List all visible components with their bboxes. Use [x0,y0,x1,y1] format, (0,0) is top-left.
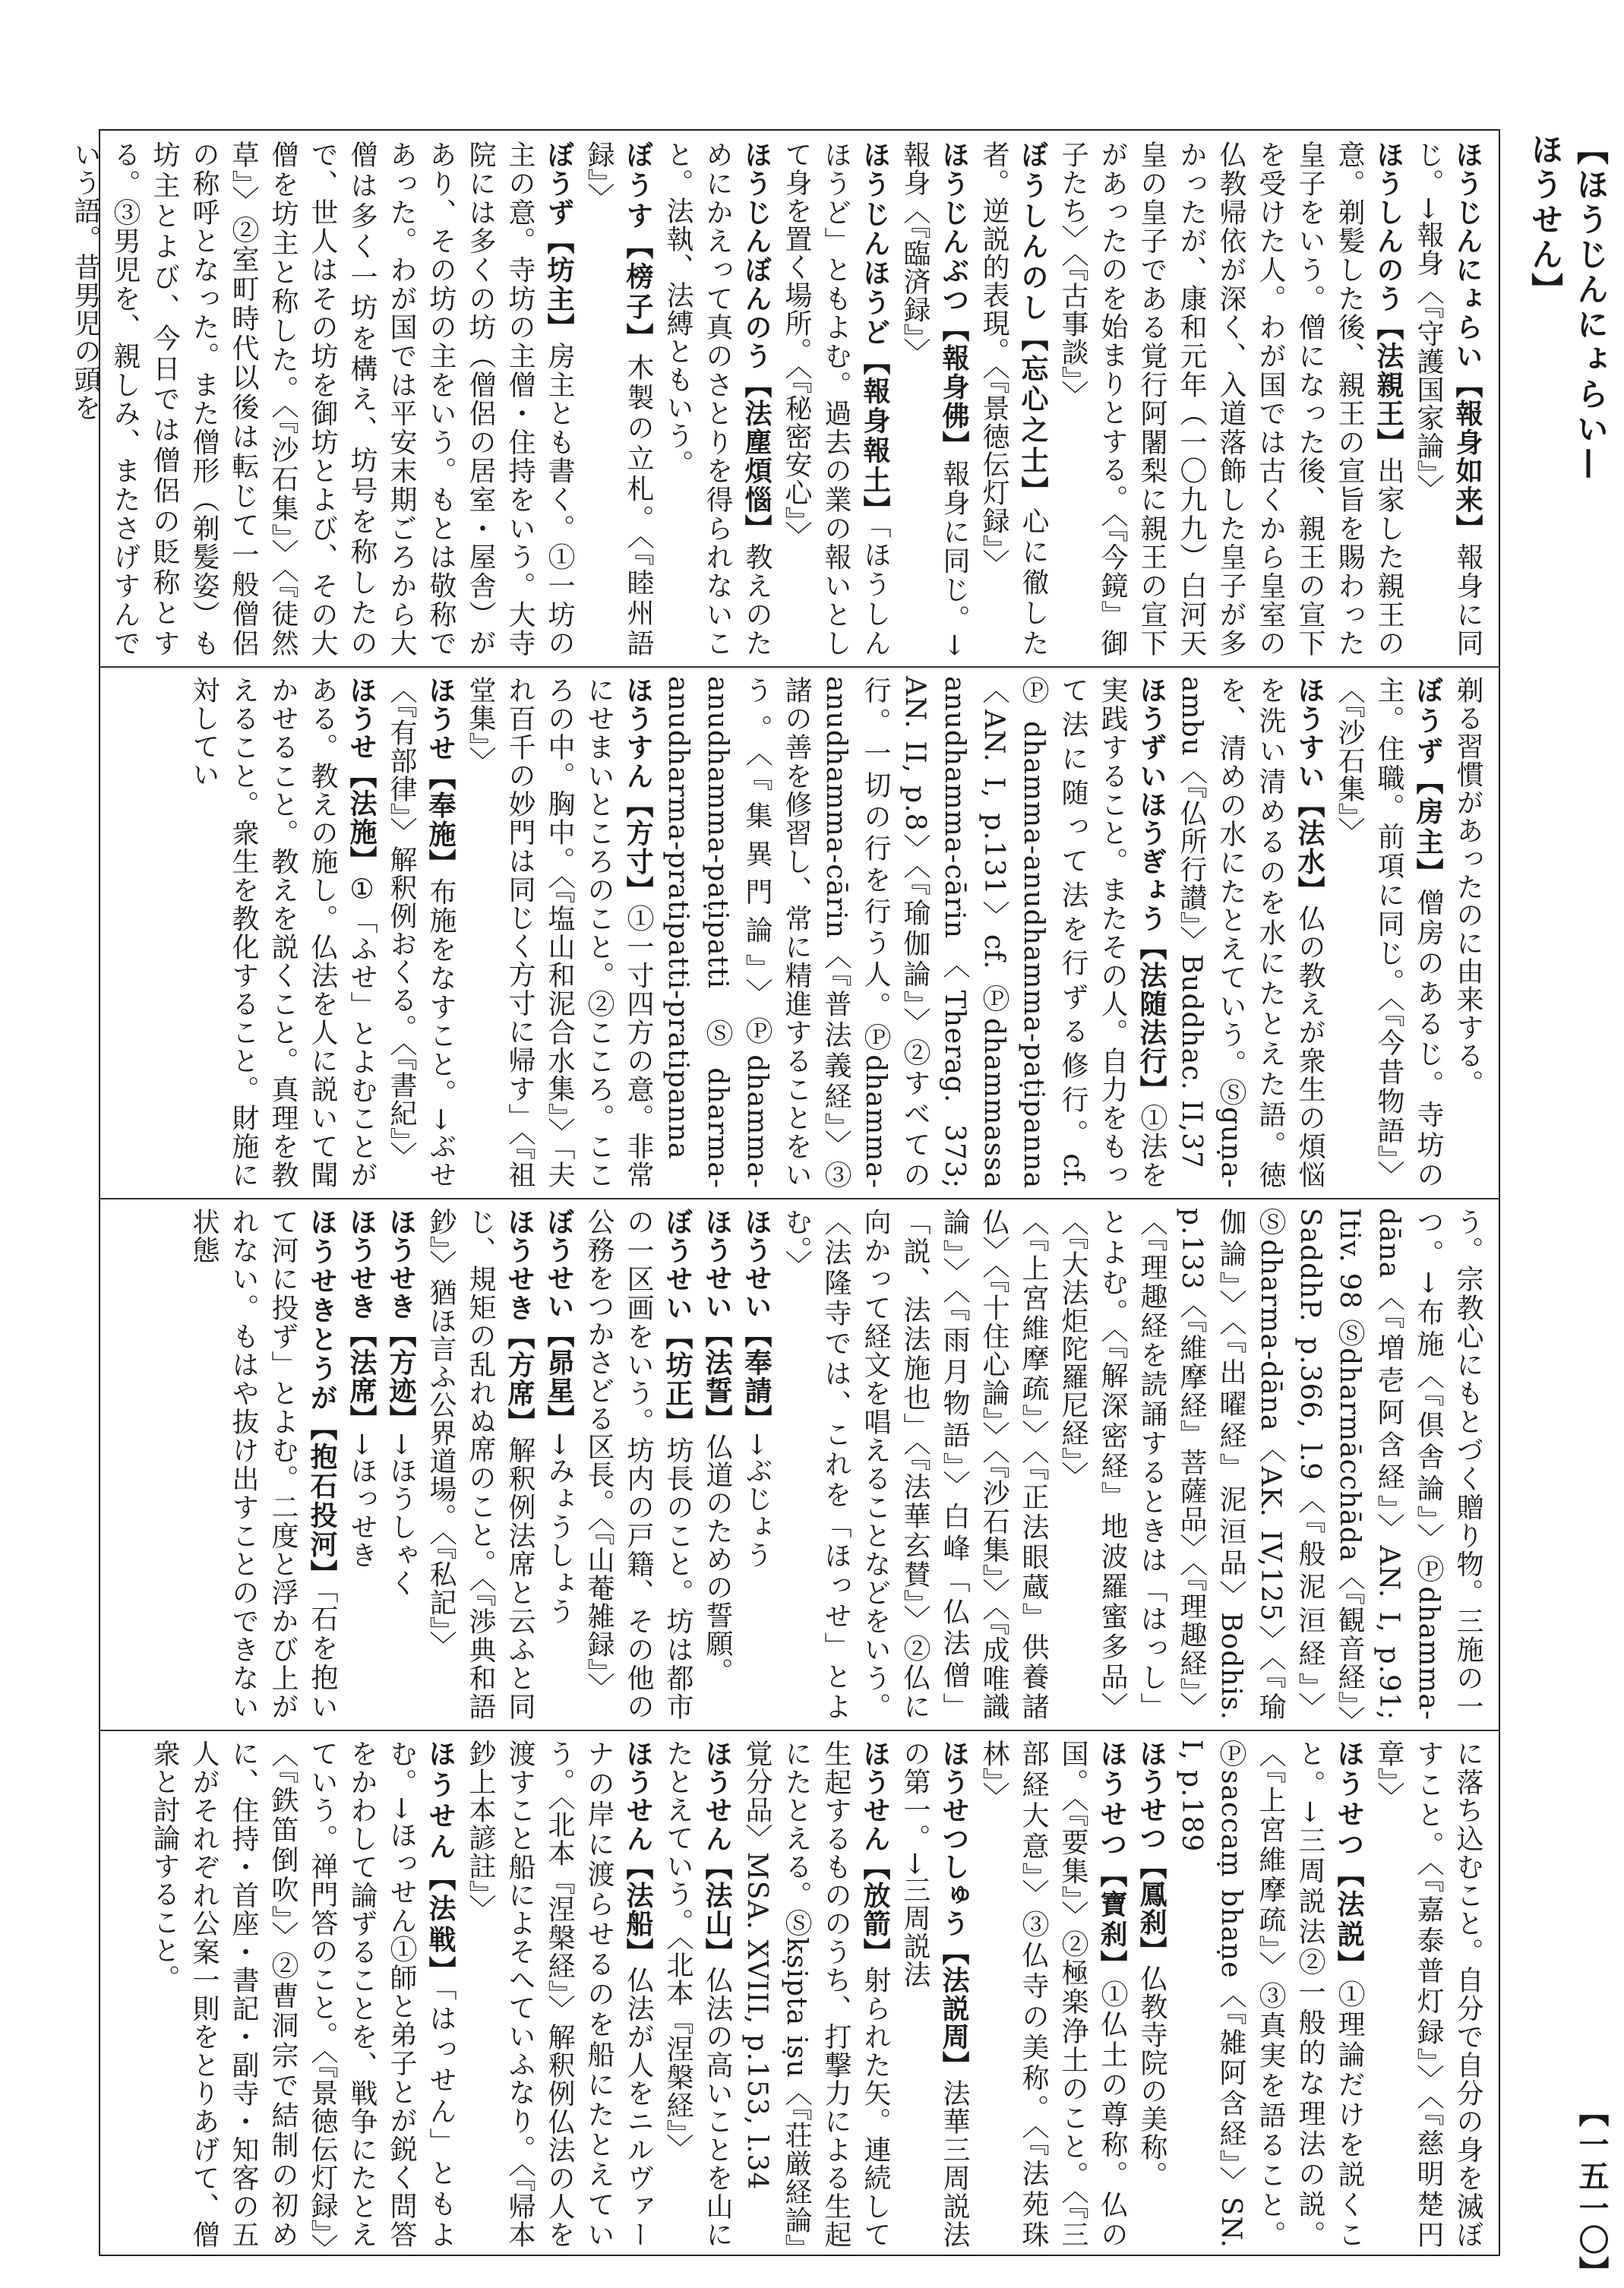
entry-definition: ①仏土の尊称。仏の国。〈『要集』〉②極楽浄土のこと。〈『三部経大意』〉③仏寺の美称。〈『法苑珠林』〉 [978,1740,1128,2248]
entry-headword: ほうせきとうが【抱石投河】 [306,1208,338,1589]
entry-headword: ほうじんにょらい【報身如来】 [1452,141,1483,543]
entry-headword: ほうせ【奉施】 [425,676,457,878]
entry-definition: 報身に同じ。→報身〈『臨済録』〉 [899,141,970,658]
dictionary-entry [776,1208,1053,1721]
entry-definition: 解釈例法席と云ふと同じ、規矩の乱れぬ席のこと。〈『渉典和語鈔』〉猶ほ言ふ公界道場。〈『私記』〉 [425,1208,536,1721]
dictionary-entry [658,676,1171,1189]
entry-headword: ほうせつ【寶刹】 [1096,1740,1128,1980]
dictionary-entry [895,141,974,657]
entry-definition: ①理論だけを説くこと。→三周説法②一般的な理法の説。〈『上宮維摩疏』〉③真実を語ること。Ⓟsaccaṃ bhaṇe〈『雑阿含経』〉SN. I, p.189 [1176,1740,1365,2248]
entry-definition: 教えのためにかえって真のさとりを得られないこと。法執、法縛ともいう。 [662,141,773,658]
entry-headword: ほうせん【法戦】 [425,1740,457,1987]
dictionary-entry [737,1740,895,2248]
entry-definition: 法華三周説法の第一。→三周説法 [899,1740,970,2249]
entry-headword: ほうじんほうど【報身報土】 [859,141,891,525]
entry-definition: 僧房のあるじ。寺坊の主。住職。前項に同じ。〈『今昔物語』〉〈『沙石集』〉 [1334,676,1444,1189]
tier-divider [99,1198,1500,1199]
dictionary-entry [1329,676,1448,1189]
entry-definition: 仏道のための誓願。 [702,1433,733,1686]
dictionary-entry [1448,676,1487,1189]
entry-headword: ほうせき【方席】 [504,1208,536,1436]
dictionary-entry [974,1740,1132,2248]
dictionary-entry [460,676,658,1189]
entry-headword: ほうせん【放箭】 [859,1740,891,1966]
entry-definition: ①「ふせ」とよむことがある。教えの施し。仏法を人に説いて聞かせること。教えを説くこと。真理を教えること。衆生を教化すること。財施に対してい [188,676,378,1190]
dictionary-entry [421,1208,539,1721]
entry-headword: ほうじんぼんのう【法塵煩惱】 [741,141,773,543]
entry-headword: ほうすん【方寸】 [622,676,654,905]
entry-definition: 仏法の高いことを山にたとえていう。〈北本『涅槃経』〉 [662,1740,733,2249]
dictionary-entry [974,141,1053,657]
entry-definition: 仏法が人をニルヴァーナの岸に渡らせるのを船にたとえていう。〈北本『涅槃経』〉解釈例仏法の人を渡すこと船によそへていふなり。〈『帰本鈔上本諺註』〉 [465,1740,654,2249]
entry-headword: ほうせん【法船】 [622,1740,654,1966]
entry-headword: ぼうせい【坊正】 [662,1208,694,1436]
entry-headword: ぼうせい【昴星】 [543,1208,575,1433]
dictionary-entry [658,141,776,657]
dictionary-tier-4 [114,1740,1487,2248]
entry-headword: ほうせい【奉請】 [741,1208,773,1433]
entry-definition: 坊長のこと。坊は都市の一区画をいう。坊内の戸籍、その他の公務をつかさどる区長。〈『山菴雑録』〉 [583,1208,694,1721]
tier-divider [99,1730,1500,1731]
dictionary-entry [1053,141,1408,657]
entry-headword: ほうせつ【鳳刹】 [1136,1740,1167,1964]
entry-definition: 報身に同じ。→報身〈『守護国家論』〉 [1413,141,1483,658]
entry-headword: ぼうず【坊主】 [543,141,575,342]
entry-definition: 出家した親王の意。剃髪した後、親王の宣旨を賜わった皇子をいう。僧になった後、親王の宣下を受けた人。わが国では古くから皇室の仏教帰依が深く、入道落飾した皇子が多かったが、康和元年（一〇九九）白河天皇の皇子である覚行阿闍梨に親王の宣下があったのを始まりとする。〈『今鏡』御子たち〉〈『古事談』〉 [1057,141,1404,658]
entry-definition: ①一寸四方の意。非常にせまいところのこと。②こころ。こころの中。胸中。〈『塩山和泥合水集』〉「夫れ百千の妙門は同じく方寸に帰す」〈『祖堂集』〉 [465,676,654,1190]
entry-definition: →ほっせき [346,1433,378,1569]
entry-headword: ほうせい【法誓】 [701,1208,733,1433]
entry-definition: 房主とも書く。①一坊の主の意。寺坊の主僧・住持をいう。大寺院には多くの坊（僧侶の居室・屋舎）があり、その坊の主をいう。もとは敬称であった。わが国では平安末期ごろから大僧は多く一坊を構え、坊号を称したので、世人はその坊を御坊とよび、その大僧を坊主と称した。〈『沙石集』〉〈『徒然草』〉②室町時代以後は転じて一般僧侶の称呼となった。また僧形（剃髪姿）も坊主とよび、今日では僧侶の貶称とする。③男児を、親しみ、またさげすんでいう語。昔男児の頭を [70,141,575,658]
entry-headword: ほうせき【法席】 [346,1208,378,1433]
entry-headword: ほうせつ【法説】 [1333,1740,1365,1980]
dictionary-entry [737,1208,776,1721]
dictionary-entry [65,141,579,657]
entry-definition: →ほうしゃく [386,1433,417,1597]
dictionary-entry [1369,1740,1487,2248]
entry-definition: →ぶじょう [741,1433,773,1569]
dictionary-entry [460,1740,658,2248]
entry-definition: →みょうしょう [544,1433,575,1626]
entry-definition: 剃る習慣があったのに由来する。 [1452,676,1483,1098]
entry-definition: 射られた矢。連続して生起するもののうち、打撃力による生起にたとえる。Ⓢkṣipta iṣu〈『荘厳経論』覚分品〉MSA. XVIII, p.153, l.34 [741,1740,891,2249]
dictionary-entry [381,1208,421,1721]
dictionary-entry [697,1208,737,1721]
entry-definition: 「石を抱いて河に投ず」とよむ。二度と浮かび上がれない。もはや抜け出すことのできない状態 [188,1208,338,1721]
dictionary-entry [895,1740,974,2248]
entry-definition: ①法を実践すること。またその人。自力をもって法に随って法を行ずる修行。cf. Ⓟdhamma-anudhamma-paṭipanna〈AN. I, p.131〉cf. Ⓟdhammassa anudhamma-cārin〈Therag. 373; AN. II, p.8〉〈『瑜伽論』〉②すべての行。一切の行を行う人。Ⓟdhamma-anudhamma-cārin〈『普法義経』〉③諸の善を修習し、常に精進することをいう。〈『集異門論』〉Ⓟdhamma-anudhamma-paṭipatti Ⓢdharma-anudharma-pratipatti-pratipanna [662,676,1167,1190]
dictionary-entry [658,1740,737,2248]
entry-definition: 「ほうしんほうど」ともよむ。過去の業の報いとして身を置く場所。〈『秘密安心』〉 [781,141,891,658]
entry-headword: ほうじんぶつ【報身佛】 [938,141,970,460]
page-number: 【一五一〇】 [1574,2097,1610,2288]
entry-headword: ぼうす【榜子】 [622,141,654,353]
entry-definition: う。宗教心にもとづく贈り物。三施の一つ。→布施〈『倶舎論』〉Ⓟdhamma-dāna〈『増壱阿含経』〉AN. I, p.91; Itiv. 98 Ⓢdharmācchāda〈『観音経』〉SaddhP. p.366, l.9〈『般泥洹経』〉Ⓢdharma-dāna〈AK. IV,125〉〈『瑜伽論』〉〈『出曜経』泥洹品〉Bodhis. p.133〈『維摩経』菩薩品〉〈『理趣経』〉〈『理趣経を読誦するときは「はっし」とよむ。〈『解深密経』地波羅蜜多品〉〈『大法炬陀羅尼経』〉 [1057,1208,1483,1721]
dictionary-entry [1132,1740,1171,2248]
entry-definition: 布施をなすこと。→ぶせ〈『有部律』〉解釈例おくる。〈『書紀』〉 [386,676,457,1189]
entry-definition: 仏の教えが衆生の煩悩を洗い清めるのを水にたとえた語。徳を、清めの水にたとえていう。Ⓢguṇa-ambu〈『仏所行讃』〉Buddhac. II,37 [1176,676,1325,1190]
dictionary-entry [184,676,381,1189]
entry-headword: ぼうず【房主】 [1412,676,1444,889]
dictionary-entry [144,1740,460,2248]
entry-headword: ほうせん【法山】 [701,1740,733,1966]
dictionary-entry [342,1208,381,1721]
entry-headword: ほうせ【法施】 [346,676,378,874]
running-head: 【ほうじんにょらい—ほうせん】 [1527,133,1610,482]
entry-headword: ほうせつしゅう【法説周】 [938,1740,970,2079]
dictionary-entry [579,1208,697,1721]
dictionary-tier-3 [114,1208,1487,1721]
dictionary-entry [1171,676,1329,1189]
dictionary-tier-1 [70,141,1487,658]
tier-divider [99,666,1500,668]
dictionary-entry [1408,141,1487,657]
entry-definition: 心に徹した者。逆説的表現。〈『景徳伝灯録』〉 [978,141,1049,657]
entry-definition: 「はっせん」ともよむ。→ほっせん①師と弟子とが鋭く問答をかわして論ずることを、戦争にたとえていう。禅門答のこと。〈『景徳伝灯録』〉〈『鉄笛倒吹』〉②曹洞宗で結制の初めに、住持・首座・書記・副寺・知客の五人がそれぞれ公案一則をとりあげて、僧衆と討論すること。 [149,1740,457,2248]
entry-headword: ほうせき【方迹】 [385,1208,417,1433]
entry-headword: ほうずいほうぎょう【法随法行】 [1136,676,1167,1104]
dictionary-entry [1053,1208,1487,1721]
dictionary-entry [539,1208,579,1721]
entry-definition: に落ち込むこと。自分で自分の身を滅ぼすこと。〈『嘉泰普灯録』〉〈『慈明楚円章』〉 [1373,1740,1483,2248]
dictionary-entry [381,676,460,1189]
dictionary-tier-2 [114,676,1487,1189]
entry-headword: ほうしんのう【法親王】 [1373,141,1404,457]
entry-definition: 〈『上宮維摩疏』〉〈『正法眼蔵』供養諸仏〉〈『十住心論』〉〈『沙石集』〉〈『成唯識論』〉〈『雨月物語』〉白峰「仏法僧」「説、法法施也」〈『法華玄賛』〉②仏に向かって経文を唱えることなどをいう。〈法隆寺では、これを「ほっせ」とよむ。〉 [781,1208,1049,1721]
entry-headword: ほうすい【法水】 [1294,676,1325,905]
dictionary-entry [579,141,658,657]
dictionary-entry [776,141,895,657]
dictionary-entry [1171,1740,1369,2248]
entry-definition: 木製の立札。〈『睦州語録』〉 [583,141,654,658]
entry-headword: ぼうしんのし【忘心之士】 [1017,141,1049,507]
dictionary-entry [184,1208,342,1721]
entry-definition: 仏教寺院の美称。 [1136,1964,1167,2189]
